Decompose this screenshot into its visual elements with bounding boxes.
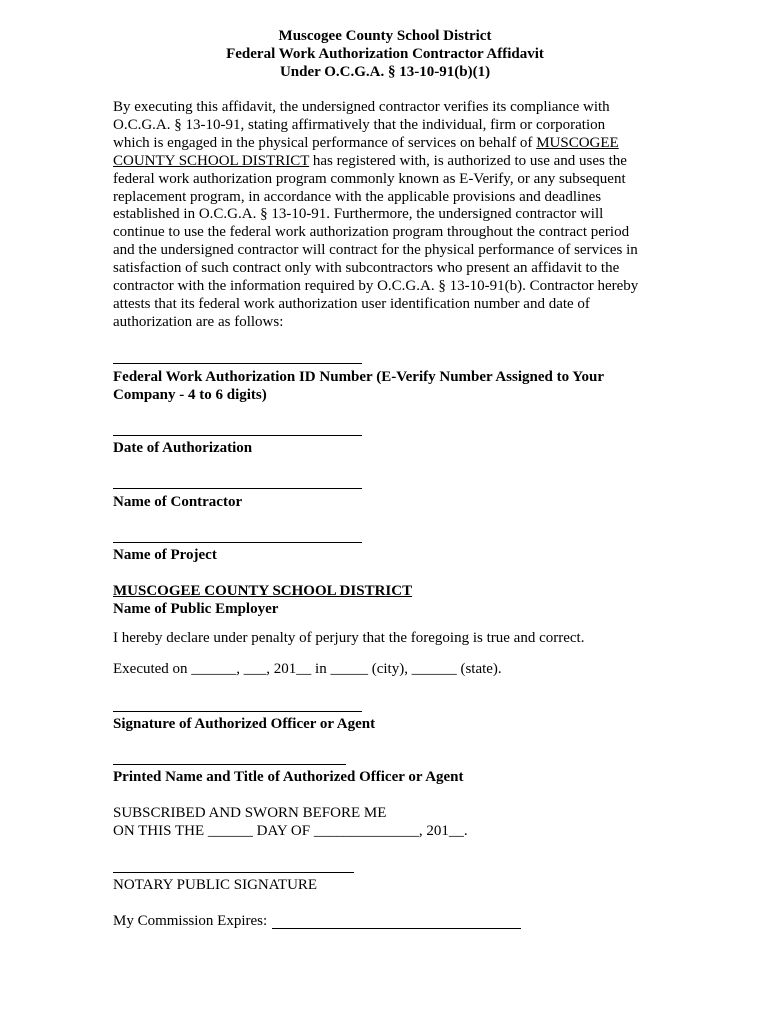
statute-reference: Under O.C.G.A. § 13-10-91(b)(1) bbox=[279, 64, 491, 80]
printed-name-blank[interactable] bbox=[113, 764, 346, 765]
district-name-underlined: MUSCOGEE bbox=[536, 134, 619, 151]
body-text: which is engaged in the physical performance of services on behalf of bbox=[113, 134, 537, 151]
body-line: established in O.C.G.A. § 13-10-91. Furthermore, the undersigned contractor will bbox=[113, 206, 604, 223]
sworn-statement: SUBSCRIBED AND SWORN BEFORE ME bbox=[113, 805, 387, 821]
district-name-underlined: COUNTY SCHOOL DISTRICT bbox=[113, 152, 310, 169]
federal-id-blank[interactable] bbox=[113, 363, 362, 364]
body-line: satisfaction of such contract only with subcontractors who present an affidavit to the bbox=[113, 260, 620, 277]
body-line: By executing this affidavit, the undersigned contractor verifies its compliance with bbox=[113, 99, 610, 115]
body-line: authorization are as follows: bbox=[113, 313, 284, 330]
body-text: has registered with, is authorized to use and uses the bbox=[309, 152, 627, 169]
district-title: Muscogee County School District bbox=[278, 28, 492, 44]
commission-expires-blank[interactable] bbox=[272, 928, 521, 929]
signature-blank[interactable] bbox=[113, 711, 362, 712]
date-of-authorization-label: Date of Authorization bbox=[113, 440, 253, 456]
project-name-label: Name of Project bbox=[113, 547, 217, 563]
body-line bbox=[113, 135, 658, 153]
public-employer-name: MUSCOGEE COUNTY SCHOOL DISTRICT bbox=[113, 583, 413, 599]
notary-signature-label: NOTARY PUBLIC SIGNATURE bbox=[113, 877, 318, 893]
commission-expires-label: My Commission Expires: bbox=[113, 913, 268, 929]
perjury-declaration: I hereby declare under penalty of perjury that the foregoing is true and correct. bbox=[113, 630, 585, 646]
signature-label: Signature of Authorized Officer or Agent bbox=[113, 716, 376, 732]
body-line: federal work authorization program commonly known as E-Verify, or any subsequent bbox=[113, 170, 626, 187]
sworn-date-line[interactable]: ON THIS THE ______ DAY OF ______________, 201__. bbox=[113, 823, 468, 839]
federal-id-label-cont: Company - 4 to 6 digits) bbox=[113, 387, 267, 403]
document-header bbox=[0, 27, 770, 81]
executed-on-line[interactable]: Executed on ______, ___, 201__ in _____ (city), ______ (state). bbox=[113, 661, 502, 677]
project-name-blank[interactable] bbox=[113, 542, 362, 543]
public-employer-label: Name of Public Employer bbox=[113, 601, 279, 617]
notary-signature-blank[interactable] bbox=[113, 872, 354, 873]
date-of-authorization-blank[interactable] bbox=[113, 435, 362, 436]
contractor-name-blank[interactable] bbox=[113, 488, 362, 489]
contractor-name-label: Name of Contractor bbox=[113, 494, 243, 510]
body-line: O.C.G.A. § 13-10-91, stating affirmatively that the individual, firm or corporation bbox=[113, 116, 606, 133]
body-line: attests that its federal work authorization user identification number and date of bbox=[113, 295, 590, 312]
affidavit-title: Federal Work Authorization Contractor Affidavit bbox=[226, 46, 544, 62]
body-line: continue to use the federal work authorization program throughout the contract period bbox=[113, 224, 630, 241]
body-line: contractor with the information required by O.C.G.A. § 13-10-91(b). Contractor hereby bbox=[113, 278, 639, 295]
body-line: and the undersigned contractor will contract for the physical performance of services in bbox=[113, 242, 638, 259]
body-line bbox=[113, 153, 658, 171]
body-line: replacement program, in accordance with the applicable provisions and deadlines bbox=[113, 188, 602, 205]
federal-id-label: Federal Work Authorization ID Number (E-Verify Number Assigned to Your bbox=[113, 369, 604, 385]
affidavit-body bbox=[113, 99, 658, 332]
printed-name-label: Printed Name and Title of Authorized Officer or Agent bbox=[113, 769, 464, 785]
